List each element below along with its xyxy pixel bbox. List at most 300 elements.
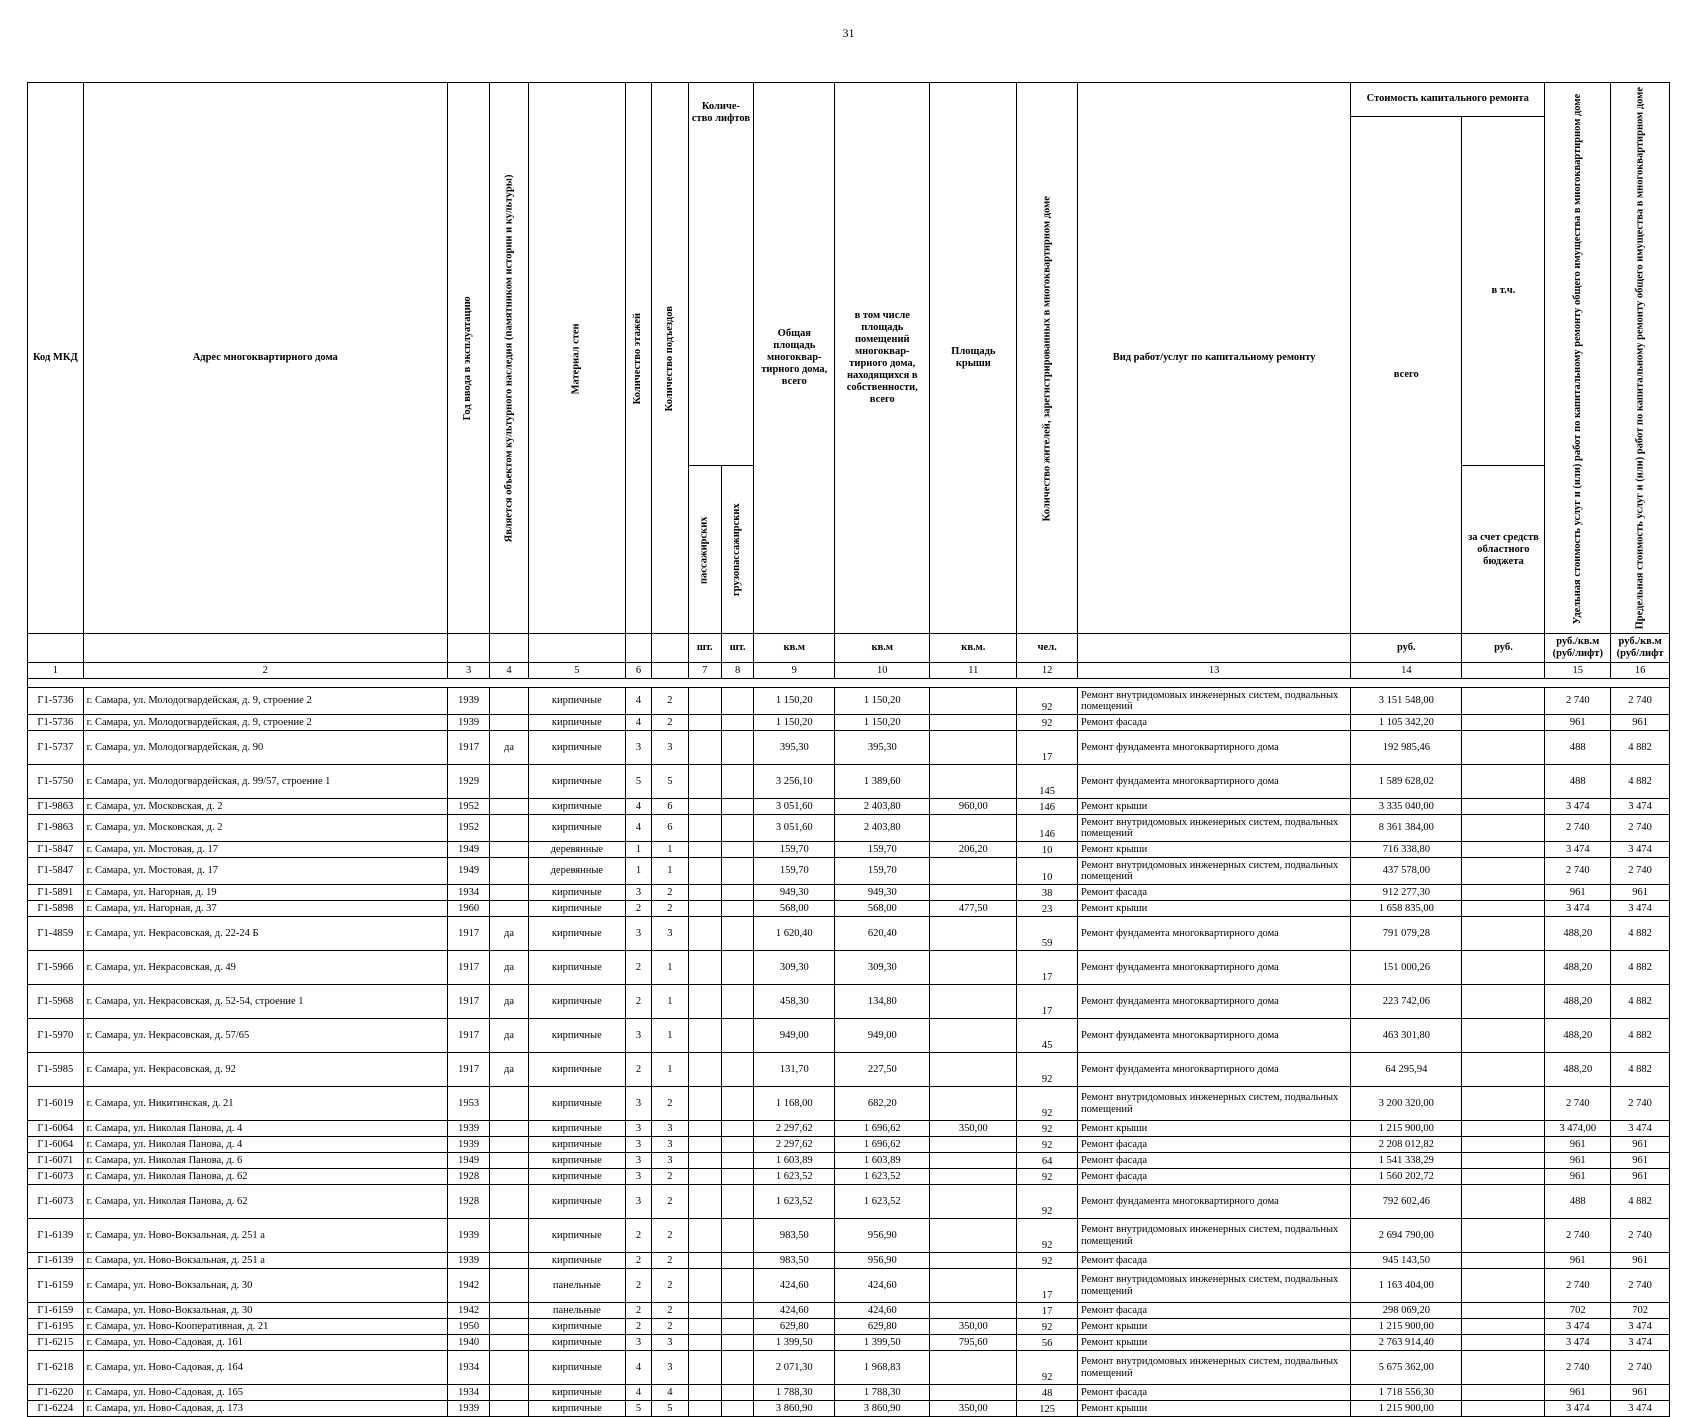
unit-area: кв.м. bbox=[930, 634, 1017, 663]
lifts-cargo-cell bbox=[721, 1153, 753, 1169]
lifts-cargo-cell bbox=[721, 917, 753, 951]
total-area-cell: 3 051,60 bbox=[754, 815, 835, 842]
roof-area-cell bbox=[930, 858, 1017, 885]
owned-area-cell: 2 403,80 bbox=[835, 799, 930, 815]
total-area-cell: 1 603,89 bbox=[754, 1153, 835, 1169]
work-type-cell: Ремонт фундамента многоквартирного дома bbox=[1078, 765, 1351, 799]
year-cell: 1928 bbox=[447, 1169, 489, 1185]
residents-cell: 56 bbox=[1017, 1335, 1078, 1351]
owned-area-cell: 1 788,30 bbox=[835, 1385, 930, 1401]
work-type-cell: Ремонт внутридомовых инженерных систем, подвальных помещений bbox=[1078, 1269, 1351, 1303]
total-area-cell: 2 297,62 bbox=[754, 1121, 835, 1137]
work-type-cell: Ремонт фасада bbox=[1078, 715, 1351, 731]
work-type-cell: Ремонт фундамента многоквартирного дома bbox=[1078, 1185, 1351, 1219]
max-cost-cell: 961 bbox=[1611, 1253, 1670, 1269]
floors-cell: 3 bbox=[625, 1137, 651, 1153]
total-area-cell: 629,80 bbox=[754, 1319, 835, 1335]
unit-cost-cell: 2 740 bbox=[1545, 1087, 1611, 1121]
code-cell: Г1-5898 bbox=[28, 901, 84, 917]
address-cell: г. Самара, ул. Молодогвардейская, д. 90 bbox=[83, 731, 447, 765]
code-cell: Г1-5737 bbox=[28, 731, 84, 765]
unit-cost-cell: 3 474 bbox=[1545, 799, 1611, 815]
column-number bbox=[652, 663, 688, 679]
address-cell: г. Самара, ул. Ново-Вокзальная, д. 30 bbox=[83, 1303, 447, 1319]
material-cell: кирпичные bbox=[528, 815, 625, 842]
material-cell: кирпичные bbox=[528, 765, 625, 799]
address-cell: г. Самара, ул. Ново-Вокзальная, д. 30 bbox=[83, 1269, 447, 1303]
header-year: Год ввода в эксплуатацию bbox=[447, 83, 489, 634]
residents-cell: 45 bbox=[1017, 1019, 1078, 1053]
lifts-cargo-cell bbox=[721, 1319, 753, 1335]
repair-table bbox=[27, 82, 1670, 1417]
floors-cell: 4 bbox=[625, 1351, 651, 1385]
max-cost-cell: 2 740 bbox=[1611, 1269, 1670, 1303]
cost-regional-cell bbox=[1462, 842, 1545, 858]
total-area-cell: 949,00 bbox=[754, 1019, 835, 1053]
heritage-cell bbox=[490, 1335, 528, 1351]
residents-cell: 23 bbox=[1017, 901, 1078, 917]
max-cost-cell: 4 882 bbox=[1611, 731, 1670, 765]
material-cell: кирпичные bbox=[528, 985, 625, 1019]
total-area-cell: 1 623,52 bbox=[754, 1169, 835, 1185]
owned-area-cell: 1 696,62 bbox=[835, 1137, 930, 1153]
address-cell: г. Самара, ул. Некрасовская, д. 92 bbox=[83, 1053, 447, 1087]
entrances-cell: 5 bbox=[652, 765, 688, 799]
year-cell: 1917 bbox=[447, 917, 489, 951]
entrances-cell: 2 bbox=[652, 1219, 688, 1253]
unit-cost-cell: 3 474 bbox=[1545, 842, 1611, 858]
heritage-cell bbox=[490, 1153, 528, 1169]
unit-cost-cell: 3 474 bbox=[1545, 1319, 1611, 1335]
unit-people: чел. bbox=[1017, 634, 1078, 663]
cost-regional-cell bbox=[1462, 1087, 1545, 1121]
floors-cell: 2 bbox=[625, 1253, 651, 1269]
entrances-cell: 3 bbox=[652, 1351, 688, 1385]
cost-regional-cell bbox=[1462, 731, 1545, 765]
cost-total-cell: 1 215 900,00 bbox=[1351, 1121, 1462, 1137]
table-row bbox=[28, 1137, 1670, 1153]
entrances-cell: 4 bbox=[652, 1385, 688, 1401]
entrances-cell: 1 bbox=[652, 951, 688, 985]
heritage-cell: да bbox=[490, 917, 528, 951]
material-cell: кирпичные bbox=[528, 901, 625, 917]
cost-total-cell: 151 000,26 bbox=[1351, 951, 1462, 985]
material-cell: кирпичные bbox=[528, 1137, 625, 1153]
roof-area-cell bbox=[930, 765, 1017, 799]
max-cost-cell: 961 bbox=[1611, 1153, 1670, 1169]
heritage-cell bbox=[490, 1121, 528, 1137]
floors-cell: 4 bbox=[625, 799, 651, 815]
cost-regional-cell bbox=[1462, 815, 1545, 842]
residents-cell: 17 bbox=[1017, 1269, 1078, 1303]
code-cell: Г1-6218 bbox=[28, 1351, 84, 1385]
header-total-area: Общая площадь многоквар-тирного дома, всего bbox=[754, 83, 835, 634]
floors-cell: 1 bbox=[625, 858, 651, 885]
year-cell: 1950 bbox=[447, 1319, 489, 1335]
cost-regional-cell bbox=[1462, 1153, 1545, 1169]
entrances-cell: 3 bbox=[652, 1335, 688, 1351]
material-cell: кирпичные bbox=[528, 1153, 625, 1169]
residents-cell: 146 bbox=[1017, 799, 1078, 815]
column-number: 1 bbox=[28, 663, 84, 679]
residents-cell: 92 bbox=[1017, 688, 1078, 715]
residents-cell: 92 bbox=[1017, 1253, 1078, 1269]
year-cell: 1952 bbox=[447, 799, 489, 815]
lifts-pass-cell bbox=[688, 1253, 721, 1269]
heritage-cell bbox=[490, 1169, 528, 1185]
entrances-cell: 2 bbox=[652, 901, 688, 917]
lifts-cargo-cell bbox=[721, 1185, 753, 1219]
lifts-pass-cell bbox=[688, 815, 721, 842]
address-cell: г. Самара, ул. Нагорная, д. 37 bbox=[83, 901, 447, 917]
table-row bbox=[28, 842, 1670, 858]
cost-total-cell: 64 295,94 bbox=[1351, 1053, 1462, 1087]
total-area-cell: 309,30 bbox=[754, 951, 835, 985]
residents-cell: 48 bbox=[1017, 1385, 1078, 1401]
residents-cell: 17 bbox=[1017, 731, 1078, 765]
roof-area-cell bbox=[930, 1019, 1017, 1053]
max-cost-cell: 2 740 bbox=[1611, 858, 1670, 885]
header-max-cost: Предельная стоимость услуг и (или) работ по капитальному ремонту общего имущества в многоквартирном доме bbox=[1611, 83, 1670, 634]
year-cell: 1929 bbox=[447, 765, 489, 799]
address-cell: г. Самара, ул. Николая Панова, д. 6 bbox=[83, 1153, 447, 1169]
column-number: 8 bbox=[721, 663, 753, 679]
residents-cell: 145 bbox=[1017, 765, 1078, 799]
heritage-cell: да bbox=[490, 1019, 528, 1053]
owned-area-cell: 424,60 bbox=[835, 1303, 930, 1319]
floors-cell: 2 bbox=[625, 1319, 651, 1335]
header-cost: Стоимость капитального ремонта bbox=[1351, 83, 1545, 117]
material-cell: кирпичные bbox=[528, 1319, 625, 1335]
owned-area-cell: 1 696,62 bbox=[835, 1121, 930, 1137]
year-cell: 1917 bbox=[447, 1019, 489, 1053]
entrances-cell: 2 bbox=[652, 1319, 688, 1335]
roof-area-cell bbox=[930, 715, 1017, 731]
year-cell: 1942 bbox=[447, 1269, 489, 1303]
table-row bbox=[28, 715, 1670, 731]
lifts-pass-cell bbox=[688, 1351, 721, 1385]
code-cell: Г1-6159 bbox=[28, 1269, 84, 1303]
roof-area-cell bbox=[930, 1153, 1017, 1169]
floors-cell: 3 bbox=[625, 1121, 651, 1137]
lifts-pass-cell bbox=[688, 1335, 721, 1351]
floors-cell: 3 bbox=[625, 731, 651, 765]
year-cell: 1917 bbox=[447, 1053, 489, 1087]
entrances-cell: 3 bbox=[652, 1137, 688, 1153]
address-cell: г. Самара, ул. Молодогвардейская, д. 9, строение 2 bbox=[83, 715, 447, 731]
column-number: 2 bbox=[83, 663, 447, 679]
floors-cell: 4 bbox=[625, 1385, 651, 1401]
header-cost-incl: в т.ч. bbox=[1462, 117, 1545, 466]
floors-cell: 5 bbox=[625, 765, 651, 799]
roof-area-cell bbox=[930, 1219, 1017, 1253]
unit-cost-cell: 961 bbox=[1545, 715, 1611, 731]
residents-cell: 59 bbox=[1017, 917, 1078, 951]
table-row bbox=[28, 1401, 1670, 1417]
work-type-cell: Ремонт внутридомовых инженерных систем, подвальных помещений bbox=[1078, 1087, 1351, 1121]
roof-area-cell bbox=[930, 815, 1017, 842]
year-cell: 1939 bbox=[447, 1121, 489, 1137]
lifts-cargo-cell bbox=[721, 951, 753, 985]
year-cell: 1942 bbox=[447, 1303, 489, 1319]
work-type-cell: Ремонт внутридомовых инженерных систем, подвальных помещений bbox=[1078, 858, 1351, 885]
code-cell: Г1-5750 bbox=[28, 765, 84, 799]
owned-area-cell: 949,00 bbox=[835, 1019, 930, 1053]
total-area-cell: 131,70 bbox=[754, 1053, 835, 1087]
code-cell: Г1-6073 bbox=[28, 1185, 84, 1219]
work-type-cell: Ремонт крыши bbox=[1078, 1401, 1351, 1417]
unit-cost-cell: 961 bbox=[1545, 1169, 1611, 1185]
total-area-cell: 2 297,62 bbox=[754, 1137, 835, 1153]
code-cell: Г1-6064 bbox=[28, 1137, 84, 1153]
column-number: 3 bbox=[447, 663, 489, 679]
table-row bbox=[28, 1053, 1670, 1087]
cost-total-cell: 716 338,80 bbox=[1351, 842, 1462, 858]
max-cost-cell: 4 882 bbox=[1611, 765, 1670, 799]
address-cell: г. Самара, ул. Некрасовская, д. 22-24 Б bbox=[83, 917, 447, 951]
cost-regional-cell bbox=[1462, 799, 1545, 815]
year-cell: 1928 bbox=[447, 1185, 489, 1219]
year-cell: 1949 bbox=[447, 842, 489, 858]
entrances-cell: 5 bbox=[652, 1401, 688, 1417]
table-row bbox=[28, 799, 1670, 815]
header-code: Код МКД bbox=[28, 83, 84, 634]
cost-regional-cell bbox=[1462, 901, 1545, 917]
header-roof-area: Площадь крыши bbox=[930, 83, 1017, 634]
total-area-cell: 1 168,00 bbox=[754, 1087, 835, 1121]
year-cell: 1953 bbox=[447, 1087, 489, 1121]
lifts-cargo-cell bbox=[721, 1169, 753, 1185]
unit-rub: руб. bbox=[1351, 634, 1462, 663]
entrances-cell: 2 bbox=[652, 1303, 688, 1319]
work-type-cell: Ремонт фундамента многоквартирного дома bbox=[1078, 951, 1351, 985]
heritage-cell bbox=[490, 715, 528, 731]
lifts-cargo-cell bbox=[721, 901, 753, 917]
unit-cost-cell: 961 bbox=[1545, 1253, 1611, 1269]
material-cell: кирпичные bbox=[528, 1385, 625, 1401]
entrances-cell: 6 bbox=[652, 815, 688, 842]
address-cell: г. Самара, ул. Ново-Кооперативная, д. 21 bbox=[83, 1319, 447, 1335]
unit-pcs: шт. bbox=[688, 634, 721, 663]
lifts-pass-cell bbox=[688, 1169, 721, 1185]
owned-area-cell: 949,30 bbox=[835, 885, 930, 901]
material-cell: кирпичные bbox=[528, 1053, 625, 1087]
table-row bbox=[28, 765, 1670, 799]
max-cost-cell: 4 882 bbox=[1611, 1019, 1670, 1053]
max-cost-cell: 3 474 bbox=[1611, 1319, 1670, 1335]
residents-cell: 10 bbox=[1017, 842, 1078, 858]
material-cell: кирпичные bbox=[528, 1219, 625, 1253]
residents-cell: 146 bbox=[1017, 815, 1078, 842]
code-cell: Г1-5968 bbox=[28, 985, 84, 1019]
year-cell: 1939 bbox=[447, 1137, 489, 1153]
residents-cell: 17 bbox=[1017, 951, 1078, 985]
code-cell: Г1-6064 bbox=[28, 1121, 84, 1137]
cost-regional-cell bbox=[1462, 858, 1545, 885]
lifts-cargo-cell bbox=[721, 1269, 753, 1303]
floors-cell: 2 bbox=[625, 985, 651, 1019]
owned-area-cell: 620,40 bbox=[835, 917, 930, 951]
cost-total-cell: 1 163 404,00 bbox=[1351, 1269, 1462, 1303]
column-number: 7 bbox=[688, 663, 721, 679]
cost-total-cell: 792 602,46 bbox=[1351, 1185, 1462, 1219]
cost-regional-cell bbox=[1462, 1169, 1545, 1185]
heritage-cell bbox=[490, 1385, 528, 1401]
cost-total-cell: 2 208 012,82 bbox=[1351, 1137, 1462, 1153]
lifts-cargo-cell bbox=[721, 731, 753, 765]
total-area-cell: 1 150,20 bbox=[754, 688, 835, 715]
work-type-cell: Ремонт крыши bbox=[1078, 1319, 1351, 1335]
cost-regional-cell bbox=[1462, 1053, 1545, 1087]
material-cell: кирпичные bbox=[528, 1185, 625, 1219]
work-type-cell: Ремонт фасада bbox=[1078, 1385, 1351, 1401]
heritage-cell bbox=[490, 1137, 528, 1153]
owned-area-cell: 956,90 bbox=[835, 1253, 930, 1269]
material-cell: кирпичные bbox=[528, 917, 625, 951]
floors-cell: 2 bbox=[625, 1303, 651, 1319]
max-cost-cell: 961 bbox=[1611, 885, 1670, 901]
entrances-cell: 1 bbox=[652, 842, 688, 858]
unit-cost-cell: 2 740 bbox=[1545, 1269, 1611, 1303]
roof-area-cell bbox=[930, 688, 1017, 715]
cost-regional-cell bbox=[1462, 765, 1545, 799]
work-type-cell: Ремонт крыши bbox=[1078, 842, 1351, 858]
total-area-cell: 395,30 bbox=[754, 731, 835, 765]
column-number: 10 bbox=[835, 663, 930, 679]
material-cell: кирпичные bbox=[528, 1351, 625, 1385]
owned-area-cell: 227,50 bbox=[835, 1053, 930, 1087]
lifts-cargo-cell bbox=[721, 715, 753, 731]
heritage-cell bbox=[490, 1269, 528, 1303]
lifts-cargo-cell bbox=[721, 985, 753, 1019]
cost-regional-cell bbox=[1462, 951, 1545, 985]
cost-regional-cell bbox=[1462, 1121, 1545, 1137]
work-type-cell: Ремонт фасада bbox=[1078, 1153, 1351, 1169]
lifts-pass-cell bbox=[688, 688, 721, 715]
lifts-pass-cell bbox=[688, 901, 721, 917]
max-cost-cell: 4 882 bbox=[1611, 951, 1670, 985]
code-cell: Г1-6019 bbox=[28, 1087, 84, 1121]
code-cell: Г1-9863 bbox=[28, 799, 84, 815]
header-unit-cost: Удельная стоимость услуг и (или) работ по капитальному ремонту общего имущества в многоквартирном доме bbox=[1545, 83, 1611, 634]
residents-cell: 92 bbox=[1017, 715, 1078, 731]
floors-cell: 4 bbox=[625, 715, 651, 731]
lifts-pass-cell bbox=[688, 985, 721, 1019]
address-cell: г. Самара, ул. Николая Панова, д. 4 bbox=[83, 1121, 447, 1137]
work-type-cell: Ремонт фундамента многоквартирного дома bbox=[1078, 1053, 1351, 1087]
roof-area-cell bbox=[930, 1385, 1017, 1401]
floors-cell: 3 bbox=[625, 1185, 651, 1219]
unit-cost-cell: 3 474 bbox=[1545, 1401, 1611, 1417]
address-cell: г. Самара, ул. Ново-Вокзальная, д. 251 а bbox=[83, 1253, 447, 1269]
column-number: 11 bbox=[930, 663, 1017, 679]
code-cell: Г1-5736 bbox=[28, 715, 84, 731]
cost-regional-cell bbox=[1462, 885, 1545, 901]
owned-area-cell: 1 623,52 bbox=[835, 1185, 930, 1219]
address-cell: г. Самара, ул. Николая Панова, д. 62 bbox=[83, 1185, 447, 1219]
unit-cost-cell: 961 bbox=[1545, 885, 1611, 901]
work-type-cell: Ремонт внутридомовых инженерных систем, подвальных помещений bbox=[1078, 688, 1351, 715]
cost-total-cell: 2 694 790,00 bbox=[1351, 1219, 1462, 1253]
owned-area-cell: 1 150,20 bbox=[835, 715, 930, 731]
code-cell: Г1-5891 bbox=[28, 885, 84, 901]
entrances-cell: 1 bbox=[652, 858, 688, 885]
max-cost-cell: 3 474 bbox=[1611, 799, 1670, 815]
floors-cell: 2 bbox=[625, 1219, 651, 1253]
table-row bbox=[28, 1169, 1670, 1185]
cost-regional-cell bbox=[1462, 1019, 1545, 1053]
lifts-pass-cell bbox=[688, 1153, 721, 1169]
heritage-cell bbox=[490, 1185, 528, 1219]
heritage-cell bbox=[490, 688, 528, 715]
lifts-pass-cell bbox=[688, 715, 721, 731]
header-residents: Количество жителей, зарегистрированных в многоквартирном доме bbox=[1017, 83, 1078, 634]
header-lifts: Количе-ство лифтов bbox=[688, 83, 754, 466]
roof-area-cell bbox=[930, 885, 1017, 901]
cost-regional-cell bbox=[1462, 1137, 1545, 1153]
header-owned-area: в том числе площадь помещений многоквар-тирного дома, находящихся в собственности, всего bbox=[835, 83, 930, 634]
roof-area-cell bbox=[930, 1303, 1017, 1319]
heritage-cell bbox=[490, 901, 528, 917]
roof-area-cell bbox=[930, 1253, 1017, 1269]
max-cost-cell: 2 740 bbox=[1611, 1087, 1670, 1121]
heritage-cell bbox=[490, 1303, 528, 1319]
work-type-cell: Ремонт фасада bbox=[1078, 885, 1351, 901]
work-type-cell: Ремонт фасада bbox=[1078, 1253, 1351, 1269]
max-cost-cell: 4 882 bbox=[1611, 985, 1670, 1019]
floors-cell: 2 bbox=[625, 1053, 651, 1087]
unit-area: кв.м bbox=[754, 634, 835, 663]
owned-area-cell: 1 389,60 bbox=[835, 765, 930, 799]
lifts-pass-cell bbox=[688, 765, 721, 799]
table-row bbox=[28, 815, 1670, 842]
entrances-cell: 1 bbox=[652, 1019, 688, 1053]
floors-cell: 4 bbox=[625, 815, 651, 842]
max-cost-cell: 2 740 bbox=[1611, 1351, 1670, 1385]
code-cell: Г1-6139 bbox=[28, 1253, 84, 1269]
entrances-cell: 3 bbox=[652, 917, 688, 951]
cost-total-cell: 1 541 338,29 bbox=[1351, 1153, 1462, 1169]
lifts-cargo-cell bbox=[721, 858, 753, 885]
table-row bbox=[28, 688, 1670, 715]
owned-area-cell: 956,90 bbox=[835, 1219, 930, 1253]
year-cell: 1939 bbox=[447, 1219, 489, 1253]
column-number bbox=[1462, 663, 1545, 679]
address-cell: г. Самара, ул. Некрасовская, д. 49 bbox=[83, 951, 447, 985]
max-cost-cell: 2 740 bbox=[1611, 688, 1670, 715]
entrances-cell: 3 bbox=[652, 731, 688, 765]
table-row bbox=[28, 1319, 1670, 1335]
residents-cell: 38 bbox=[1017, 885, 1078, 901]
year-cell: 1917 bbox=[447, 985, 489, 1019]
cost-regional-cell bbox=[1462, 1335, 1545, 1351]
unit-cost-cell: 961 bbox=[1545, 1137, 1611, 1153]
cost-total-cell: 1 589 628,02 bbox=[1351, 765, 1462, 799]
cost-total-cell: 1 560 202,72 bbox=[1351, 1169, 1462, 1185]
header-floors: Количество этажей bbox=[625, 83, 651, 634]
work-type-cell: Ремонт внутридомовых инженерных систем, подвальных помещений bbox=[1078, 1351, 1351, 1385]
residents-cell: 64 bbox=[1017, 1153, 1078, 1169]
code-cell: Г1-6071 bbox=[28, 1153, 84, 1169]
total-area-cell: 568,00 bbox=[754, 901, 835, 917]
max-cost-cell: 2 740 bbox=[1611, 815, 1670, 842]
owned-area-cell: 1 623,52 bbox=[835, 1169, 930, 1185]
cost-total-cell: 1 718 556,30 bbox=[1351, 1385, 1462, 1401]
cost-regional-cell bbox=[1462, 1319, 1545, 1335]
entrances-cell: 6 bbox=[652, 799, 688, 815]
roof-area-cell: 350,00 bbox=[930, 1319, 1017, 1335]
cost-total-cell: 437 578,00 bbox=[1351, 858, 1462, 885]
